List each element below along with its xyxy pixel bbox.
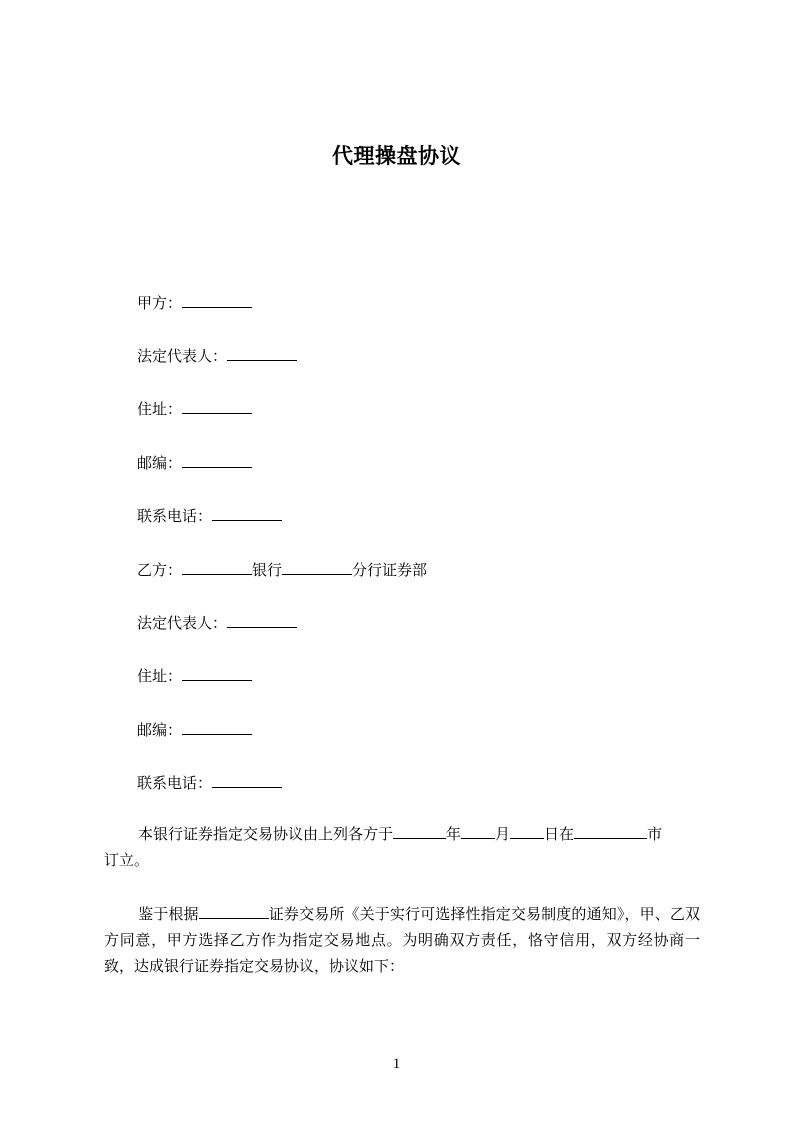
party-b-name-field (137, 559, 427, 580)
signing-city-blank[interactable] (574, 823, 647, 839)
party-b-phone-label: 联系电话： (137, 774, 213, 792)
agreement-text-1: 鉴于根据 (138, 905, 199, 923)
party-b-postcode-blank[interactable] (182, 719, 252, 735)
party-a-phone-field (137, 505, 282, 526)
party-a-name-blank[interactable] (182, 292, 252, 308)
exchange-name-blank[interactable] (199, 903, 269, 919)
party-a-address-field (137, 398, 252, 419)
party-a-rep-blank[interactable] (227, 345, 297, 361)
party-b-rep-blank[interactable] (227, 612, 297, 628)
party-b-branch-blank[interactable] (282, 559, 352, 575)
city-label: 市 (647, 825, 663, 843)
signing-line2: 订立。 (104, 851, 150, 869)
party-a-postcode-blank[interactable] (182, 452, 252, 468)
party-b-address-blank[interactable] (182, 665, 252, 681)
signing-year-blank[interactable] (393, 823, 446, 839)
party-a-rep-field (137, 345, 297, 366)
agreement-paragraph (104, 901, 700, 979)
party-a-postcode-field (137, 452, 252, 473)
party-b-name-label: 乙方： (137, 561, 183, 579)
agreement-text-2: 证券交易所《关于实行可选择性指定交易制度的通知》，甲、乙双方同意，甲方选择乙方作为指定交易地点。为明确双方责任，恪守信用，双方经协商一致，达成银行证券指定交易协议，协议如下： (104, 905, 700, 975)
month-label: 月 (495, 825, 511, 843)
party-b-address-field (137, 665, 252, 686)
page-title: 代理操盘协议 (332, 144, 461, 168)
party-b-postcode-field (137, 719, 252, 740)
party-b-rep-label: 法定代表人： (137, 614, 228, 632)
year-label: 年 (446, 825, 462, 843)
party-a-name-field (137, 292, 252, 313)
party-b-phone-blank[interactable] (212, 772, 282, 788)
party-b-rep-field (137, 612, 297, 633)
party-b-name-blank[interactable] (182, 559, 252, 575)
party-a-address-label: 住址： (137, 400, 183, 418)
signing-paragraph (104, 821, 700, 873)
signing-text: 本银行证券指定交易协议由上列各方于 (138, 825, 394, 843)
party-b-address-label: 住址： (137, 667, 183, 685)
page-number: 1 (392, 1056, 401, 1072)
signing-day-blank[interactable] (510, 823, 544, 839)
signing-month-blank[interactable] (461, 823, 495, 839)
day-at-label: 日在 (544, 825, 575, 843)
party-a-rep-label: 法定代表人： (137, 347, 228, 365)
party-a-phone-blank[interactable] (212, 505, 282, 521)
party-a-name-label: 甲方： (137, 294, 183, 312)
party-a-address-blank[interactable] (182, 398, 252, 414)
party-b-branch-label: 分行证券部 (352, 561, 428, 579)
party-a-postcode-label: 邮编： (137, 454, 183, 472)
party-b-postcode-label: 邮编： (137, 721, 183, 739)
party-b-phone-field (137, 772, 282, 793)
party-b-bank-label: 银行 (252, 561, 283, 579)
party-a-phone-label: 联系电话： (137, 507, 213, 525)
